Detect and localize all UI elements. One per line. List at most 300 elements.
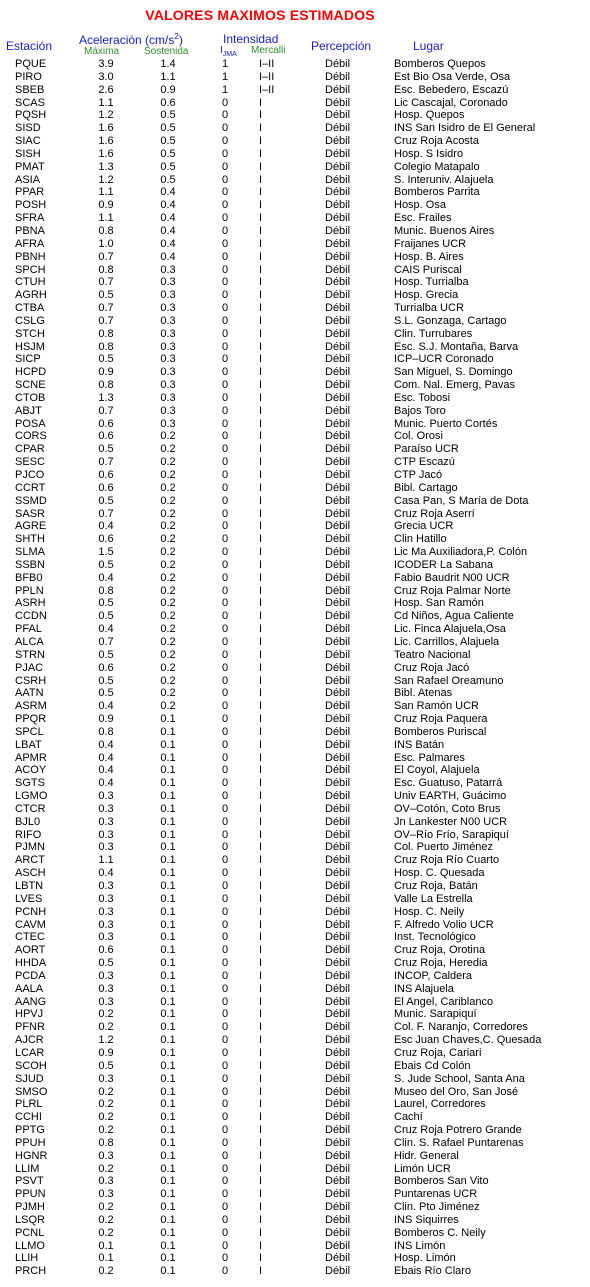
percepcion-value: Débil bbox=[325, 469, 351, 481]
percepcion-value: Débil bbox=[325, 340, 351, 353]
percepcion-value: Débil bbox=[325, 1201, 351, 1214]
lugar-value: Ebais Cd Colón bbox=[394, 1059, 471, 1072]
table-row bbox=[0, 469, 590, 482]
lugar-value: San Ramón UCR bbox=[394, 700, 479, 713]
sostenida-value: 0.1 bbox=[160, 777, 176, 790]
percepcion-value: Débil bbox=[325, 122, 351, 135]
percepcion-value: Débil bbox=[325, 571, 351, 584]
lugar-value: CTP Jacó bbox=[394, 469, 443, 481]
table-row bbox=[0, 636, 590, 649]
table-row bbox=[0, 957, 590, 970]
percepcion-value: Débil bbox=[325, 841, 351, 854]
sostenida-value: 0.1 bbox=[160, 918, 176, 931]
maxima-value: 0.5 bbox=[98, 597, 114, 610]
table-row bbox=[0, 315, 590, 328]
ijma-value: 0 bbox=[221, 250, 229, 263]
lugar-value: CAIS Puriscal bbox=[394, 263, 462, 276]
table-row bbox=[0, 1265, 590, 1278]
ijma-value: 0 bbox=[221, 1072, 229, 1085]
station-code: CSRH bbox=[15, 674, 47, 687]
maxima-value: 0.3 bbox=[98, 995, 114, 1008]
maxima-value: 0.2 bbox=[98, 1265, 114, 1278]
table-row bbox=[0, 533, 590, 546]
sostenida-value: 0.2 bbox=[160, 533, 176, 546]
percepcion-value: Débil bbox=[325, 751, 351, 764]
lugar-value: Com. Nal. Emerg, Pavas bbox=[394, 379, 516, 392]
ijma-value: 0 bbox=[221, 854, 229, 867]
mercalli-value: I bbox=[259, 713, 263, 726]
lugar-value: Munic. Buenos Aires bbox=[394, 224, 495, 237]
percepcion-value: Débil bbox=[325, 982, 351, 995]
ijma-value: 0 bbox=[221, 1085, 229, 1098]
table-row bbox=[0, 816, 590, 829]
lugar-value: Hosp. Quepos bbox=[394, 109, 465, 122]
table-row bbox=[0, 1163, 590, 1176]
table-row bbox=[0, 109, 590, 122]
ijma-value: 0 bbox=[221, 1021, 229, 1034]
header-aceleracion-close: ) bbox=[178, 33, 183, 47]
ijma-value: 0 bbox=[221, 841, 229, 854]
lugar-value: Clin. Turrubares bbox=[394, 327, 473, 340]
ijma-value: 0 bbox=[221, 828, 229, 841]
percepcion-value: Débil bbox=[325, 1124, 351, 1137]
maxima-value: 0.5 bbox=[98, 558, 114, 571]
percepcion-value: Débil bbox=[325, 1239, 351, 1252]
percepcion-value: Débil bbox=[325, 1226, 351, 1239]
mercalli-value: I bbox=[259, 353, 263, 366]
lugar-value: Cachí bbox=[394, 1111, 423, 1124]
sostenida-value: 0.5 bbox=[160, 135, 176, 148]
ijma-value: 0 bbox=[221, 880, 229, 892]
table-row bbox=[0, 58, 590, 71]
mercalli-value: I bbox=[259, 263, 263, 276]
sostenida-value: 0.3 bbox=[160, 289, 176, 302]
maxima-value: 0.2 bbox=[98, 1213, 114, 1226]
station-code: SJUD bbox=[15, 1072, 44, 1085]
station-code: PPQR bbox=[15, 713, 47, 726]
table-row bbox=[0, 1175, 590, 1188]
ijma-value: 0 bbox=[221, 135, 229, 148]
sostenida-value: 0.6 bbox=[160, 96, 176, 109]
maxima-value: 0.4 bbox=[98, 867, 114, 880]
maxima-value: 0.7 bbox=[98, 635, 114, 648]
table-row bbox=[0, 919, 590, 932]
sostenida-value: 0.1 bbox=[160, 790, 176, 803]
station-code: PRCH bbox=[15, 1265, 47, 1278]
lugar-value: Cruz Roja Río Cuarto bbox=[394, 854, 500, 867]
maxima-value: 0.4 bbox=[98, 700, 114, 713]
station-code: PJMN bbox=[15, 841, 45, 854]
station-code: STCH bbox=[15, 327, 45, 340]
sostenida-value: 0.3 bbox=[160, 366, 176, 379]
ijma-value: 0 bbox=[221, 340, 229, 353]
sostenida-value: 0.1 bbox=[160, 969, 176, 982]
lugar-value: Bomberos Parrita bbox=[394, 186, 480, 199]
percepcion-value: Débil bbox=[325, 391, 351, 404]
maxima-value: 0.7 bbox=[98, 404, 114, 417]
maxima-value: 1.6 bbox=[98, 147, 114, 160]
station-code: CPAR bbox=[15, 443, 45, 456]
lugar-value: Cruz Roja Acosta bbox=[394, 135, 479, 148]
lugar-value: INS Limón bbox=[394, 1239, 446, 1252]
lugar-value: Cruz Roja, Heredia bbox=[394, 957, 488, 970]
sostenida-value: 0.1 bbox=[160, 713, 176, 726]
header-percepcion: Percepción bbox=[311, 39, 372, 53]
ijma-value: 0 bbox=[221, 1046, 229, 1059]
maxima-value: 0.3 bbox=[98, 880, 114, 892]
station-code: PCNH bbox=[15, 905, 47, 918]
ijma-value: 0 bbox=[221, 186, 229, 199]
mercalli-value: I bbox=[259, 1021, 263, 1034]
sostenida-value: 0.1 bbox=[160, 957, 176, 970]
maxima-value: 0.3 bbox=[98, 1149, 114, 1162]
maxima-value: 1.0 bbox=[98, 237, 114, 250]
lugar-value: San Rafael Oreamuno bbox=[394, 674, 504, 687]
lugar-value: INS Batán bbox=[394, 738, 445, 751]
maxima-value: 0.7 bbox=[98, 276, 114, 289]
ijma-value: 0 bbox=[221, 661, 229, 674]
sostenida-value: 0.2 bbox=[160, 623, 176, 636]
lugar-value: Paraíso UCR bbox=[394, 443, 459, 456]
percepcion-value: Débil bbox=[325, 828, 351, 841]
maxima-value: 0.8 bbox=[98, 379, 114, 392]
ijma-value: 0 bbox=[221, 1201, 229, 1214]
sostenida-value: 0.1 bbox=[160, 1162, 176, 1175]
ijma-value: 0 bbox=[221, 366, 229, 379]
ijma-value: 0 bbox=[221, 957, 229, 970]
maxima-value: 0.5 bbox=[98, 443, 114, 456]
ijma-value: 1 bbox=[221, 83, 229, 96]
ijma-value: 0 bbox=[221, 96, 229, 109]
table-row bbox=[0, 585, 590, 598]
table-row bbox=[0, 970, 590, 983]
lugar-value: OV–Cotón, Coto Brus bbox=[394, 802, 501, 815]
percepcion-value: Débil bbox=[325, 918, 351, 931]
station-code: SPCL bbox=[15, 725, 44, 738]
ijma-value: 1 bbox=[221, 70, 229, 83]
table-row bbox=[0, 1252, 590, 1265]
ijma-value: 0 bbox=[221, 802, 229, 815]
percepcion-value: Débil bbox=[325, 597, 351, 610]
lugar-value: Ebais Río Claro bbox=[394, 1265, 472, 1278]
maxima-value: 0.2 bbox=[98, 1111, 114, 1124]
mercalli-value: I bbox=[259, 417, 263, 430]
station-code: CTEC bbox=[15, 931, 45, 944]
ijma-value: 0 bbox=[221, 1162, 229, 1175]
mercalli-value: I bbox=[259, 1136, 263, 1149]
table-row bbox=[0, 906, 590, 919]
percepcion-value: Débil bbox=[325, 70, 351, 83]
maxima-value: 0.3 bbox=[98, 802, 114, 815]
table-row bbox=[0, 366, 590, 379]
station-code: LLMO bbox=[15, 1239, 45, 1252]
percepcion-value: Débil bbox=[325, 931, 351, 944]
lugar-value: F. Alfredo Volio UCR bbox=[394, 918, 494, 931]
ijma-value: 0 bbox=[221, 173, 229, 186]
maxima-value: 0.5 bbox=[98, 289, 114, 302]
percepcion-value: Débil bbox=[325, 867, 351, 880]
table-row bbox=[0, 225, 590, 238]
table-row bbox=[0, 739, 590, 752]
mercalli-value: I bbox=[259, 250, 263, 263]
maxima-value: 0.4 bbox=[98, 623, 114, 636]
ijma-value: 0 bbox=[221, 469, 229, 481]
table-row bbox=[0, 1008, 590, 1021]
mercalli-value: I bbox=[259, 186, 263, 199]
mercalli-value: I–II bbox=[259, 58, 275, 70]
percepcion-value: Débil bbox=[325, 1149, 351, 1162]
maxima-value: 0.8 bbox=[98, 584, 114, 597]
maxima-value: 0.2 bbox=[98, 1201, 114, 1214]
table-row bbox=[0, 1214, 590, 1227]
mercalli-value: I bbox=[259, 1188, 263, 1201]
maxima-value: 0.6 bbox=[98, 469, 114, 481]
percepcion-value: Débil bbox=[325, 661, 351, 674]
station-code: APMR bbox=[15, 751, 47, 764]
maxima-value: 0.5 bbox=[98, 687, 114, 700]
maxima-value: 0.4 bbox=[98, 520, 114, 533]
station-code: PJCO bbox=[15, 469, 45, 481]
lugar-value: Teatro Nacional bbox=[394, 648, 471, 661]
header-ijma-i: I bbox=[220, 45, 223, 56]
maxima-value: 0.9 bbox=[98, 366, 114, 379]
mercalli-value: I bbox=[259, 1008, 263, 1021]
mercalli-value: I bbox=[259, 931, 263, 944]
ijma-value: 0 bbox=[221, 905, 229, 918]
mercalli-value: I bbox=[259, 1072, 263, 1085]
lugar-value: Est Bio Osa Verde, Osa bbox=[394, 70, 511, 83]
table-row bbox=[0, 1034, 590, 1047]
mercalli-value: I bbox=[259, 1239, 263, 1252]
percepcion-value: Débil bbox=[325, 969, 351, 982]
maxima-value: 0.6 bbox=[98, 430, 114, 443]
station-code: SICP bbox=[15, 353, 41, 366]
header-lugar: Lugar bbox=[413, 39, 444, 53]
maxima-value: 0.9 bbox=[98, 713, 114, 726]
table-row bbox=[0, 572, 590, 585]
mercalli-value: I bbox=[259, 1162, 263, 1175]
station-table bbox=[0, 58, 590, 1278]
lugar-value: Esc. Bebedero, Escazú bbox=[394, 83, 509, 96]
sostenida-value: 0.1 bbox=[160, 1072, 176, 1085]
table-row bbox=[0, 1021, 590, 1034]
header-aceleracion-exponent: 2 bbox=[174, 32, 179, 41]
station-code: PQUE bbox=[15, 58, 47, 70]
lugar-value: S.L. Gonzaga, Cartago bbox=[394, 314, 507, 327]
station-code: LVES bbox=[15, 892, 43, 905]
ijma-value: 0 bbox=[221, 1111, 229, 1124]
table-row bbox=[0, 610, 590, 623]
mercalli-value: I–II bbox=[259, 83, 275, 96]
station-code: PQSH bbox=[15, 109, 47, 122]
percepcion-value: Débil bbox=[325, 1059, 351, 1072]
header-mercalli: Mercalli bbox=[251, 45, 286, 56]
maxima-value: 0.3 bbox=[98, 969, 114, 982]
lugar-value: Bomberos C. Neily bbox=[394, 1226, 486, 1239]
sostenida-value: 0.2 bbox=[160, 584, 176, 597]
lugar-value: Bomberos Puriscal bbox=[394, 725, 487, 738]
station-code: CCDN bbox=[15, 610, 47, 623]
station-code: PJAC bbox=[15, 661, 44, 674]
sostenida-value: 0.2 bbox=[160, 520, 176, 533]
lugar-value: Lic Ma Auxiliadora,P. Colón bbox=[394, 546, 528, 559]
maxima-value: 0.3 bbox=[98, 1188, 114, 1201]
ijma-value: 0 bbox=[221, 314, 229, 327]
station-code: SMSO bbox=[15, 1085, 48, 1098]
ijma-value: 0 bbox=[221, 417, 229, 430]
mercalli-value: I bbox=[259, 802, 263, 815]
station-code: RIFO bbox=[15, 828, 42, 841]
percepcion-value: Débil bbox=[325, 237, 351, 250]
lugar-value: OV–Río Frío, Sarapiquí bbox=[394, 828, 509, 841]
percepcion-value: Débil bbox=[325, 250, 351, 263]
table-row bbox=[0, 752, 590, 765]
mercalli-value: I bbox=[259, 738, 263, 751]
lugar-value: Hosp. Limón bbox=[394, 1252, 456, 1265]
sostenida-value: 0.1 bbox=[160, 867, 176, 880]
sostenida-value: 0.1 bbox=[160, 1175, 176, 1188]
lugar-value: Hosp. C. Quesada bbox=[394, 867, 485, 880]
percepcion-value: Débil bbox=[325, 83, 351, 96]
station-code: PPTG bbox=[15, 1124, 45, 1137]
lugar-value: Bibl. Atenas bbox=[394, 687, 453, 700]
sostenida-value: 0.1 bbox=[160, 1201, 176, 1214]
ijma-value: 0 bbox=[221, 199, 229, 212]
table-row bbox=[0, 212, 590, 225]
maxima-value: 0.8 bbox=[98, 1136, 114, 1149]
ijma-value: 0 bbox=[221, 1008, 229, 1021]
lugar-value: Casa Pan, S María de Dota bbox=[394, 494, 529, 507]
lugar-value: Esc. Palmares bbox=[394, 751, 465, 764]
sostenida-value: 0.2 bbox=[160, 507, 176, 520]
percepcion-value: Débil bbox=[325, 558, 351, 571]
mercalli-value: I bbox=[259, 494, 263, 507]
table-row bbox=[0, 135, 590, 148]
ijma-value: 0 bbox=[221, 623, 229, 636]
sostenida-value: 0.1 bbox=[160, 751, 176, 764]
station-code: SPCH bbox=[15, 263, 46, 276]
sostenida-value: 0.2 bbox=[160, 571, 176, 584]
table-row bbox=[0, 392, 590, 405]
station-code: PBNH bbox=[15, 250, 46, 263]
sostenida-value: 0.1 bbox=[160, 905, 176, 918]
station-code: AORT bbox=[15, 944, 46, 957]
percepcion-value: Débil bbox=[325, 353, 351, 366]
percepcion-value: Débil bbox=[325, 147, 351, 160]
sostenida-value: 0.9 bbox=[160, 83, 176, 96]
table-row bbox=[0, 1060, 590, 1073]
sostenida-value: 0.3 bbox=[160, 417, 176, 430]
percepcion-value: Débil bbox=[325, 944, 351, 957]
ijma-value: 0 bbox=[221, 558, 229, 571]
sostenida-value: 0.2 bbox=[160, 687, 176, 700]
station-code: PPUH bbox=[15, 1136, 46, 1149]
lugar-value: Munic. Sarapiquí bbox=[394, 1008, 477, 1021]
table-row bbox=[0, 841, 590, 854]
sostenida-value: 0.5 bbox=[160, 147, 176, 160]
percepcion-value: Débil bbox=[325, 892, 351, 905]
station-code: CCHI bbox=[15, 1111, 42, 1124]
table-row bbox=[0, 700, 590, 713]
sostenida-value: 0.5 bbox=[160, 109, 176, 122]
mercalli-value: I bbox=[259, 147, 263, 160]
percepcion-value: Débil bbox=[325, 648, 351, 661]
percepcion-value: Débil bbox=[325, 443, 351, 456]
table-row bbox=[0, 186, 590, 199]
lugar-value: S. Interuniv. Alajuela bbox=[394, 173, 494, 186]
maxima-value: 0.3 bbox=[98, 828, 114, 841]
sostenida-value: 0.2 bbox=[160, 648, 176, 661]
ijma-value: 0 bbox=[221, 302, 229, 315]
ijma-value: 0 bbox=[221, 969, 229, 982]
sostenida-value: 0.2 bbox=[160, 443, 176, 456]
lugar-value: Bibl. Cartago bbox=[394, 481, 458, 494]
table-row bbox=[0, 161, 590, 174]
header-aceleracion-label: Aceleración (cm/s bbox=[79, 33, 175, 47]
lugar-value: Esc Juan Chaves,C. Quesada bbox=[394, 1034, 542, 1047]
sostenida-value: 0.1 bbox=[160, 944, 176, 957]
maxima-value: 1.5 bbox=[98, 546, 114, 559]
mercalli-value: I bbox=[259, 1034, 263, 1047]
percepcion-value: Débil bbox=[325, 109, 351, 122]
sostenida-value: 1.4 bbox=[160, 58, 176, 70]
station-code: CAVM bbox=[15, 918, 46, 931]
station-code: LLIM bbox=[15, 1162, 40, 1175]
maxima-value: 0.2 bbox=[98, 1085, 114, 1098]
sostenida-value: 0.5 bbox=[160, 160, 176, 173]
percepcion-value: Débil bbox=[325, 135, 351, 148]
percepcion-value: Débil bbox=[325, 379, 351, 392]
station-code: PBNA bbox=[15, 224, 45, 237]
sostenida-value: 0.2 bbox=[160, 494, 176, 507]
percepcion-value: Débil bbox=[325, 199, 351, 212]
percepcion-value: Débil bbox=[325, 173, 351, 186]
table-row bbox=[0, 829, 590, 842]
station-code: SESC bbox=[15, 456, 45, 469]
lugar-value: Fabio Baudrit N00 UCR bbox=[394, 571, 510, 584]
maxima-value: 0.2 bbox=[98, 1124, 114, 1137]
maxima-value: 0.2 bbox=[98, 1021, 114, 1034]
sostenida-value: 0.1 bbox=[160, 1213, 176, 1226]
mercalli-value: I bbox=[259, 481, 263, 494]
station-code: ABJT bbox=[15, 404, 42, 417]
mercalli-value: I bbox=[259, 122, 263, 135]
sostenida-value: 0.3 bbox=[160, 404, 176, 417]
mercalli-value: I bbox=[259, 764, 263, 777]
table-row bbox=[0, 1150, 590, 1163]
percepcion-value: Débil bbox=[325, 520, 351, 533]
mercalli-value: I bbox=[259, 404, 263, 417]
percepcion-value: Débil bbox=[325, 802, 351, 815]
sostenida-value: 0.1 bbox=[160, 1008, 176, 1021]
station-code: AGRH bbox=[15, 289, 47, 302]
percepcion-value: Débil bbox=[325, 777, 351, 790]
table-row bbox=[0, 880, 590, 893]
ijma-value: 0 bbox=[221, 1124, 229, 1137]
header-ijma bbox=[220, 45, 237, 58]
sostenida-value: 0.1 bbox=[160, 854, 176, 867]
lugar-value: Cruz Roja Potrero Grande bbox=[394, 1124, 522, 1137]
percepcion-value: Débil bbox=[325, 790, 351, 803]
ijma-value: 0 bbox=[221, 1239, 229, 1252]
ijma-value: 0 bbox=[221, 1034, 229, 1047]
mercalli-value: I bbox=[259, 982, 263, 995]
table-row bbox=[0, 867, 590, 880]
table-row bbox=[0, 559, 590, 572]
mercalli-value: I bbox=[259, 777, 263, 790]
station-code: SCNE bbox=[15, 379, 46, 392]
sostenida-value: 0.1 bbox=[160, 738, 176, 751]
